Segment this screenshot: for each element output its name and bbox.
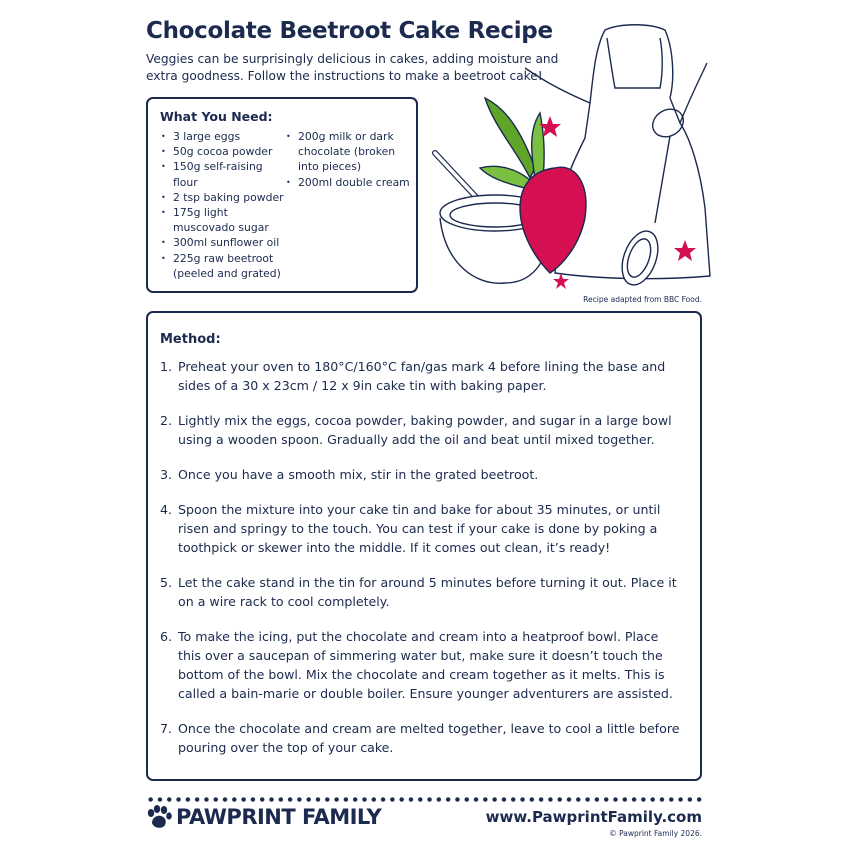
recipe-credit: Recipe adapted from BBC Food. — [583, 295, 702, 304]
method-step: 6. To make the icing, put the chocolate and cream into a heatproof bowl. Place this over a saucepan of simmering water but, make sure it doesn’t touch the bottom of the bowl. Mix the chocolate and cream together as it melts. This is called a bain-marie or double boiler. Ensure younger adventurers are assisted. — [160, 629, 673, 701]
copyright: © Pawprint Family 2026. — [609, 829, 702, 838]
dotted-divider — [146, 797, 702, 802]
brand-logo — [146, 805, 381, 829]
ingredient-item: • 175g light muscovado sugar — [160, 205, 290, 235]
method-step: 3. Once you have a smooth mix, stir in the grated beetroot. — [160, 467, 539, 482]
page-title: Chocolate Beetroot Cake Recipe — [146, 18, 553, 44]
method-step: 1. Preheat your oven to 180°C/160°C fan/gas mark 4 before lining the base and sides of a 30 x 23cm / 12 x 9in cake tin with baking paper. — [160, 359, 666, 393]
ingredients-box — [146, 97, 418, 293]
website-link[interactable]: www.PawprintFamily.com — [485, 808, 702, 826]
ingredient-item: • 2 tsp baking powder — [160, 190, 290, 205]
ingredient-item: • 200g milk or dark chocolate (broken into pieces) — [285, 129, 415, 175]
method-heading: Method: — [160, 332, 221, 347]
ingredient-item: • 3 large eggs — [160, 129, 290, 144]
method-box — [146, 311, 702, 781]
ingredient-item: • 225g raw beetroot (peeled and grated) — [160, 251, 290, 281]
ingredient-item: • 50g cocoa powder — [160, 144, 290, 159]
baking-illustration — [425, 18, 715, 293]
ingredient-item: • 300ml sunflower oil — [160, 235, 290, 250]
method-step: 7. Once the chocolate and cream are melted together, leave to cool a little before pouring over the top of your cake. — [160, 721, 680, 755]
ingredient-item: • 200ml double cream — [285, 175, 415, 190]
ingredients-list-2 — [285, 129, 415, 190]
method-step: 2. Lightly mix the eggs, cocoa powder, baking powder, and sugar in a large bowl using a wooden spoon. Gradually add the oil and beat until mixed together. — [160, 413, 672, 447]
ingredient-item: • 150g self-raising flour — [160, 159, 290, 189]
beetroot-icon — [480, 98, 586, 273]
wooden-spoon-icon — [615, 104, 688, 290]
method-steps — [160, 357, 685, 773]
brand-name: PAWPRINT FAMILY — [176, 805, 382, 829]
ingredients-heading: What You Need: — [160, 109, 273, 124]
method-step: 5. Let the cake stand in the tin for around 5 minutes before turning it out. Place it on a wire rack to cool completely. — [160, 575, 677, 609]
ingredients-list-1 — [160, 129, 290, 281]
paw-icon — [146, 805, 172, 829]
method-step: 4. Spoon the mixture into your cake tin and bake for about 35 minutes, or until risen and springy to the touch. You can test if your cake is done by poking a toothpick or skewer into the middle. If it comes out clean, it’s ready! — [160, 502, 661, 555]
intro-text: Veggies can be surprisingly delicious in cakes, adding moisture and extra goodness. Follow the instructions to make a beetroot cake! — [146, 52, 559, 83]
